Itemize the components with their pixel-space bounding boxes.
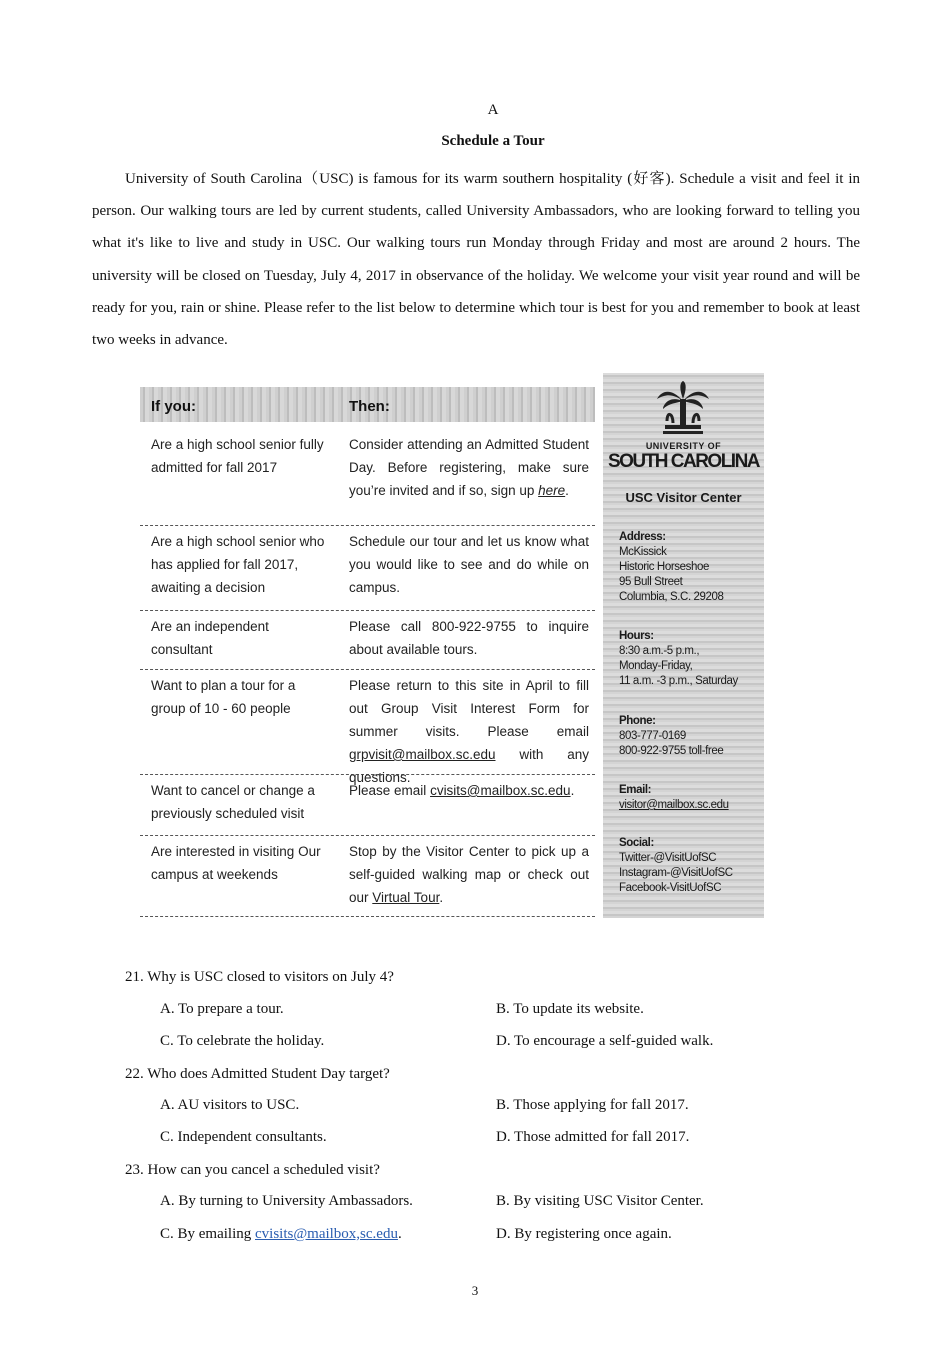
row-if: Are a high school senior fully admitted for fall 2017 [151, 437, 324, 475]
question-stem: 22. Who does Admitted Student Day target? [125, 1066, 390, 1082]
table-row [140, 429, 595, 526]
option-b: B. By visiting USC Visitor Center. [496, 1193, 704, 1209]
section-letter: A [487, 102, 499, 118]
row-then-text: Please return to this site in April to fill out Group Visit Interest Form for summer visits. Please email [349, 678, 589, 739]
passage-title: Schedule a Tour [441, 133, 545, 149]
row-then-end: . [570, 783, 575, 798]
option-b: B. Those applying for fall 2017. [496, 1097, 689, 1113]
cvisits-email-link[interactable]: cvisits@mailbox,sc.edu [255, 1226, 398, 1242]
university-name: SOUTH CAROLINA [607, 451, 760, 472]
phone-line: 803-777-0169 [619, 730, 686, 742]
tour-schedule-image [124, 373, 764, 918]
row-if: Are interested in visiting Our campus at weekends [151, 844, 321, 882]
table-row [140, 775, 595, 836]
intro-text: University of South Carolina（USC) is famous for its warm southern hospitality (好客). Schedule a visit and feel it in person. Our walking tours are led by current students, called University Ambassadors, who are looking forward to telling you what it's like to live and study in USC. Our walking tours run Monday through Friday and most are around 2 hours. The university will be closed on Tuesday, July 4, 2017 in observance of the holiday. We welcome your visit year round and will be ready for you, rain or shine. Please refer to the list below to determine which tour is best for you and remember to book at least two weeks in advance. [92, 171, 860, 349]
option-c: C. Independent consultants. [160, 1129, 327, 1145]
address-line: 95 Bull Street [619, 576, 683, 588]
social-block [619, 836, 733, 896]
address-line: Columbia, S.C. 29208 [619, 591, 724, 603]
grpvisit-link[interactable]: grpvisit@mailbox.sc.edu [349, 747, 496, 762]
here-link[interactable]: here [538, 483, 566, 498]
row-if: Are an independent consultant [151, 619, 269, 657]
address-block [619, 530, 724, 605]
option-a: A. To prepare a tour. [160, 1001, 284, 1017]
cvisits-link[interactable]: cvisits@mailbox.sc.edu [430, 783, 571, 798]
page-number: 3 [471, 1283, 479, 1298]
hours-label: Hours: [619, 630, 654, 642]
address-line: Historic Horseshoe [619, 561, 709, 573]
address-line: McKissick [619, 546, 667, 558]
hours-line: 11 a.m. -3 p.m., Saturday [619, 675, 738, 687]
email-block [619, 783, 729, 813]
usc-palmetto-logo-icon [653, 381, 713, 439]
row-if: Want to cancel or change a previously scheduled visit [151, 783, 315, 821]
hours-line: 8:30 a.m.-5 p.m., [619, 645, 700, 657]
header-then: Then: [349, 398, 390, 415]
table-row [140, 836, 595, 917]
header-if: If you: [151, 398, 196, 415]
row-then [349, 779, 589, 802]
email-label: Email: [619, 784, 652, 796]
hours-block [619, 629, 738, 689]
hours-line: Monday-Friday, [619, 660, 693, 672]
tour-table [140, 387, 595, 918]
virtual-tour-link[interactable]: Virtual Tour [372, 890, 440, 905]
university-of-label: UNIVERSITY OF [645, 441, 722, 451]
row-then: Please call 800-922-9755 to inquire about available tours. [349, 619, 589, 657]
row-then [349, 840, 589, 909]
table-row [140, 611, 595, 670]
phone-block [619, 714, 723, 759]
table-row [140, 526, 595, 611]
option-d: D. By registering once again. [496, 1226, 672, 1242]
intro-paragraph [92, 163, 860, 356]
address-label: Address: [619, 531, 666, 543]
option-c [160, 1226, 402, 1243]
row-then-end: . [439, 890, 444, 905]
option-c-prefix: C. By emailing [160, 1226, 255, 1242]
social-label: Social: [619, 837, 654, 849]
question-stem: 23. How can you cancel a scheduled visit? [125, 1162, 380, 1178]
row-then-text: Please email [349, 783, 427, 798]
phone-label: Phone: [619, 715, 656, 727]
social-line: Facebook-VisitUofSC [619, 882, 722, 894]
row-if: Want to plan a tour for a group of 10 - 60 people [151, 678, 296, 716]
option-d: D. Those admitted for fall 2017. [496, 1129, 690, 1145]
visitor-center-title: USC Visitor Center [625, 490, 742, 505]
option-b: B. To update its website. [496, 1001, 644, 1017]
visitor-email-link[interactable]: visitor@mailbox.sc.edu [619, 799, 729, 811]
row-then-text: Consider attending an Admitted Student Day. Before registering, make sure you’re invited and if so, sign up [349, 437, 589, 498]
row-then [349, 433, 589, 502]
row-then-end: . [565, 483, 569, 498]
social-line: Twitter-@VisitUofSC [619, 852, 717, 864]
table-header [140, 387, 595, 422]
question-stem: 21. Why is USC closed to visitors on July 4? [125, 969, 394, 985]
table-row [140, 670, 595, 785]
row-then: Schedule our tour and let us know what you would like to see and do while on campus. [349, 534, 589, 595]
row-then [349, 674, 589, 789]
visitor-center-sidebar [603, 373, 764, 918]
row-then-text: Stop by the Visitor Center to pick up a self-guided walking map or check out our [349, 844, 589, 905]
option-c: C. To celebrate the holiday. [160, 1033, 325, 1049]
option-a: A. AU visitors to USC. [160, 1097, 300, 1113]
row-then-end: with any questions. [349, 747, 589, 785]
row-if: Are a high school senior who has applied for fall 2017, awaiting a decision [151, 534, 325, 595]
social-line: Instagram-@VisitUofSC [619, 867, 733, 879]
option-d: D. To encourage a self-guided walk. [496, 1033, 714, 1049]
phone-line: 800-922-9755 toll-free [619, 745, 724, 757]
option-a: A. By turning to University Ambassadors. [160, 1193, 413, 1209]
option-c-suffix: . [397, 1226, 402, 1242]
